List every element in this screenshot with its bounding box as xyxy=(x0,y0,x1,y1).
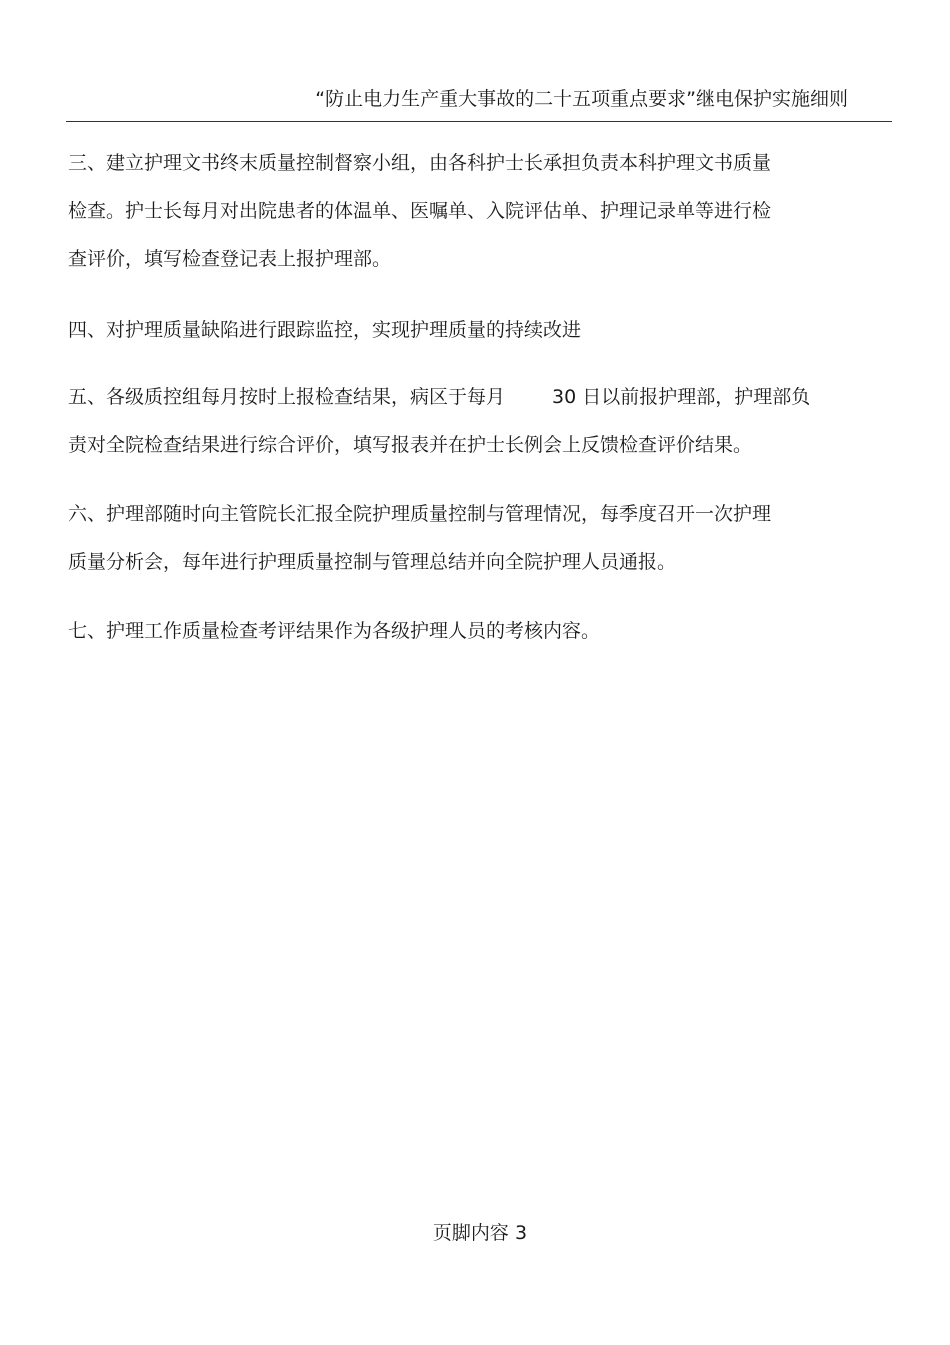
paragraph-6-line-1: 六、护理部随时向主管院长汇报全院护理质量控制与管理情况，每季度召开一次护理 xyxy=(68,503,772,525)
paragraph-4 xyxy=(68,306,883,354)
paragraph-5-line-1 xyxy=(68,373,883,421)
paragraph-5-line-1-start: 五、各级质控组每月按时上报检查结果，病区于每月 xyxy=(68,386,506,408)
paragraph-3-line-3: 查评价，填写检查登记表上报护理部。 xyxy=(68,248,392,270)
page-header: “防止电力生产重大事故的二十五项重点要求”继电保护实施细则 xyxy=(315,88,848,110)
paragraph-5-day-number: 30 xyxy=(552,386,577,408)
paragraph-7 xyxy=(68,607,883,655)
paragraph-5-line-1-end: 日以前报护理部，护理部负 xyxy=(576,386,811,408)
page-footer: 页脚内容 3 xyxy=(432,1222,528,1244)
paragraph-3-line-1: 三、建立护理文书终末质量控制督察小组，由各科护士长承担负责本科护理文书质量 xyxy=(68,152,772,174)
paragraph-3-line-2: 检查。护士长每月对出院患者的体温单、医嘱单、入院评估单、护理记录单等进行检 xyxy=(68,200,772,222)
paragraph-7-line-1: 七、护理工作质量检查考评结果作为各级护理人员的考核内容。 xyxy=(68,620,601,642)
paragraph-5 xyxy=(68,373,883,469)
paragraph-6 xyxy=(68,490,883,586)
paragraph-4-line-1: 四、对护理质量缺陷进行跟踪监控，实现护理质量的持续改进 xyxy=(68,319,582,341)
paragraph-6-line-2: 质量分析会，每年进行护理质量控制与管理总结并向全院护理人员通报。 xyxy=(68,551,677,573)
paragraph-5-line-2: 责对全院检查结果进行综合评价，填写报表并在护士长例会上反馈检查评价结果。 xyxy=(68,434,753,456)
header-rule xyxy=(66,121,892,122)
paragraph-3 xyxy=(68,139,883,283)
